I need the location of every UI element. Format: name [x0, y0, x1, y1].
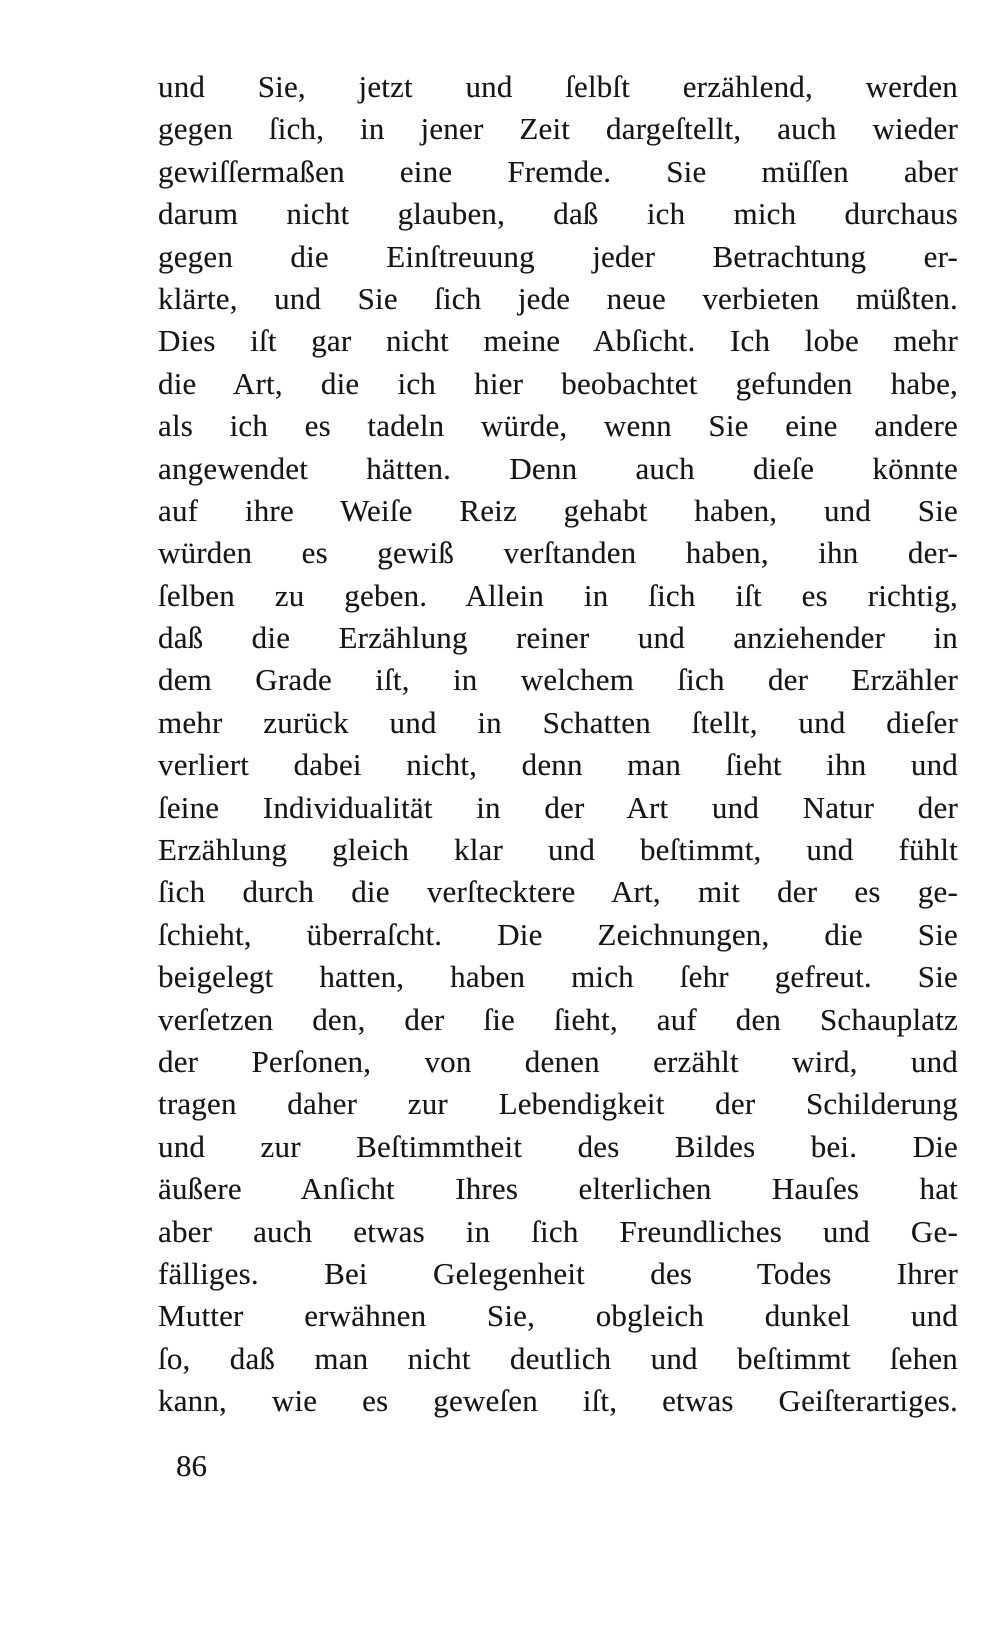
- text-line: angewendet hätten. Denn auch dieſe könnte: [158, 450, 958, 486]
- text-line: verſetzen den, der ſie ſieht, auf den Schauplatz: [158, 1001, 958, 1037]
- text-line: Dies iſt gar nicht meine Abſicht. Ich lobe mehr: [158, 323, 958, 359]
- text-line: die Art, die ich hier beobachtet gefunden habe,: [158, 365, 958, 401]
- text-line: Mutter erwähnen Sie, obgleich dunkel und: [158, 1298, 958, 1334]
- text-line: verliert dabei nicht, denn man ſieht ihn und: [158, 747, 958, 783]
- text-line: ſchieht, überraſcht. Die Zeichnungen, die Sie: [158, 916, 958, 952]
- text-line: auf ihre Weiſe Reiz gehabt haben, und Sie: [158, 492, 958, 528]
- text-line: darum nicht glauben, daß ich mich durchaus: [158, 196, 958, 232]
- text-line: ſeine Individualität in der Art und Natur der: [158, 789, 958, 825]
- text-line: gegen die Einſtreuung jeder Betrachtung er-: [158, 238, 958, 274]
- text-line: aber auch etwas in ſich Freundliches und Ge-: [158, 1213, 958, 1249]
- text-line: gegen ſich, in jener Zeit dargeſtellt, auch wieder: [158, 111, 958, 147]
- text-line: tragen daher zur Lebendigkeit der Schilderung: [158, 1086, 958, 1122]
- text-line: und zur Beſtimmtheit des Bildes bei. Die: [158, 1128, 958, 1164]
- text-line: daß die Erzählung reiner und anziehender in: [158, 620, 958, 656]
- text-line: ſelben zu geben. Allein in ſich iſt es richtig,: [158, 577, 958, 613]
- text-line: gewiſſermaßen eine Fremde. Sie müſſen aber: [158, 153, 958, 189]
- text-line: ſo, daß man nicht deutlich und beſtimmt ſehen: [158, 1340, 958, 1376]
- text-line: kann, wie es geweſen iſt, etwas Geiſterartiges.: [158, 1383, 958, 1419]
- text-line: würden es gewiß verſtanden haben, ihn der-: [158, 535, 958, 571]
- text-line: der Perſonen, von denen erzählt wird, und: [158, 1043, 958, 1079]
- body-text-block: [158, 66, 958, 1423]
- text-line: Erzählung gleich klar und beſtimmt, und fühlt: [158, 832, 958, 868]
- text-line: äußere Anſicht Ihres elterlichen Hauſes hat: [158, 1171, 958, 1207]
- text-line: ſich durch die verſtecktere Art, mit der es ge-: [158, 874, 958, 910]
- text-line: beigelegt hatten, haben mich ſehr gefreut. Sie: [158, 959, 958, 995]
- text-line: dem Grade iſt, in welchem ſich der Erzähler: [158, 662, 958, 698]
- text-line: und Sie, jetzt und ſelbſt erzählend, werden: [158, 69, 958, 104]
- text-line: mehr zurück und in Schatten ſtellt, und dieſer: [158, 704, 958, 740]
- text-line: als ich es tadeln würde, wenn Sie eine andere: [158, 408, 958, 444]
- text-line: klärte, und Sie ſich jede neue verbieten müßten.: [158, 280, 958, 316]
- page-number: 86: [176, 1448, 207, 1483]
- text-line: fälliges. Bei Gelegenheit des Todes Ihrer: [158, 1255, 958, 1291]
